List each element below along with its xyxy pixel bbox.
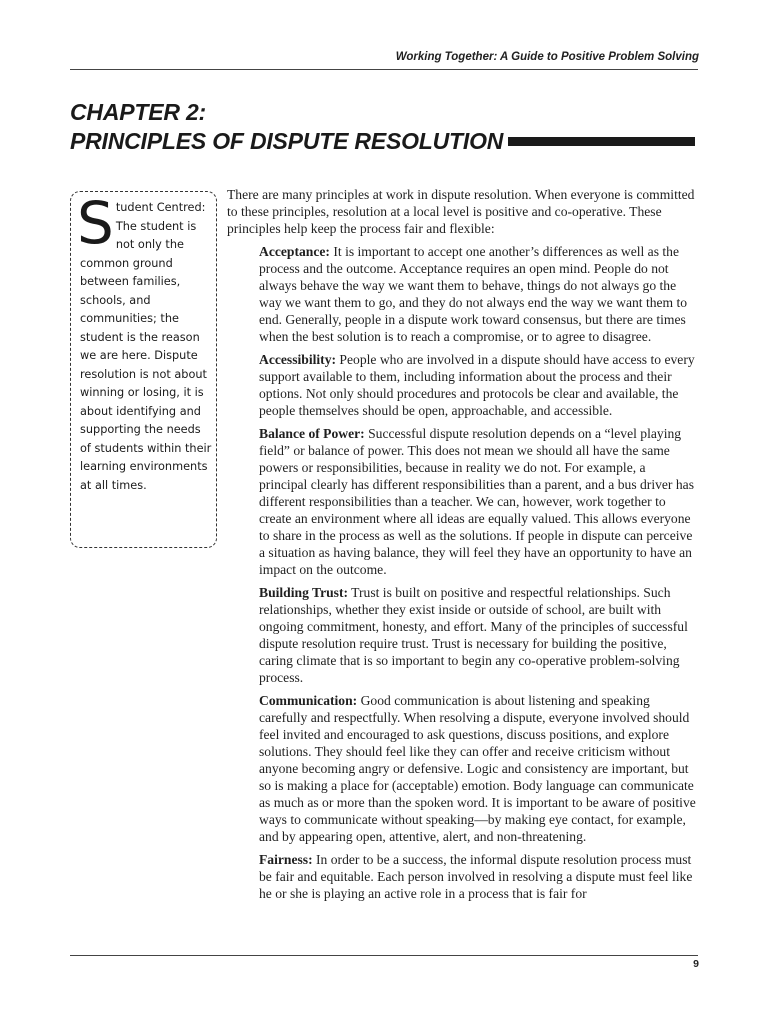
principle-text: Trust is built on positive and respectful relationships. Such relationships, whether they exist inside or outside of school, are built with ongoing commitment, honesty, and effort. Many of the principles of successful dispute resolution require trust. Trust is necessary for building the positive, caring climate that is so important to begin any co-operative problem-solving process.: [259, 585, 688, 685]
principle-text: People who are involved in a dispute should have access to every support available to them, including information about the process and their options. Not only should procedures and protocols be clear and available, the people themselves should be open, approachable, and accessible.: [259, 352, 695, 418]
principle-term: Building Trust:: [259, 585, 349, 600]
principle-fairness: [259, 851, 697, 902]
principle-text: It is important to accept one another’s differences as well as the process and the outcome. Acceptance requires an open mind. People do not always behave the way we want them to behave, things do not always go the way we want them to go, and they do not always end the way we want them to end. Generally, people in a dispute work toward consensus, but there are times when the best solution is to reach a compromise, or to agree to disagree.: [259, 244, 688, 344]
title-accent-bar: [508, 137, 695, 146]
page-number: 9: [693, 958, 699, 970]
student-centred-sidebar: [70, 191, 217, 548]
principle-term: Communication:: [259, 693, 358, 708]
principle-text: Good communication is about listening and speaking carefully and respectfully. When resolving a dispute, everyone involved should feel invited and encouraged to ask questions, discuss positions, and explore solutions. They should feel like they can offer and receive criticism without anyone becoming angry or defensive. Logic and consistency are important, but so is making a place for (acceptable) emotion. Body language can communicate as much as or more than the spoken word. It is important to be aware of positive ways to communicate without speaking—by making eye contact, for example, and by appearing open, attentive, alert, and non-threatening.: [259, 693, 696, 844]
footer-rule: [70, 955, 698, 956]
principle-building-trust: [259, 584, 697, 686]
principle-term: Balance of Power:: [259, 426, 365, 441]
chapter-title: [70, 98, 503, 156]
sidebar-dropcap: S: [77, 189, 114, 257]
chapter-name: PRINCIPLES OF DISPUTE RESOLUTION: [70, 128, 504, 154]
sidebar-text: tudent Centred: The student is not only the common ground between families, schools, and communities; the student is the reason we are here. Dispute resolution is not about winning or losing, it is about identifying and supporting the needs of students within their learning environments at all times.: [80, 201, 212, 492]
body-text: [227, 186, 697, 908]
principle-communication: [259, 692, 697, 845]
chapter-number: CHAPTER 2:: [70, 99, 207, 125]
header-rule: [70, 69, 698, 70]
principle-accessibility: [259, 351, 697, 419]
principle-text: Successful dispute resolution depends on a “level playing field” or balance of power. This does not mean we should all have the same powers or responsibilities, because in reality we do not. For example, a principal clearly has different responsibilities than a parent, and a bus driver has different responsibilities than a teacher. We can, however, work together to create an environment where all ideas are equally valued. This allows everyone to share in the process as well as the solutions. If people in dispute can perceive a situation as having balance, they will feel they have an opportunity to have an impact on the outcome.: [259, 426, 694, 577]
principle-balance-of-power: [259, 425, 697, 578]
principle-text: In order to be a success, the informal dispute resolution process must be fair and equitable. Each person involved in resolving a dispute must feel like he or she is playing an active role in a process that is fair for: [259, 852, 693, 901]
principle-term: Fairness:: [259, 852, 313, 867]
intro-paragraph: There are many principles at work in dispute resolution. When everyone is committed to these principles, resolution at a local level is positive and co-operative. These principles help keep the process fair and flexible:: [227, 187, 695, 236]
principle-acceptance: [259, 243, 697, 345]
principle-term: Accessibility:: [259, 352, 337, 367]
running-header: Working Together: A Guide to Positive Problem Solving: [395, 51, 699, 63]
principle-term: Acceptance:: [259, 244, 330, 259]
